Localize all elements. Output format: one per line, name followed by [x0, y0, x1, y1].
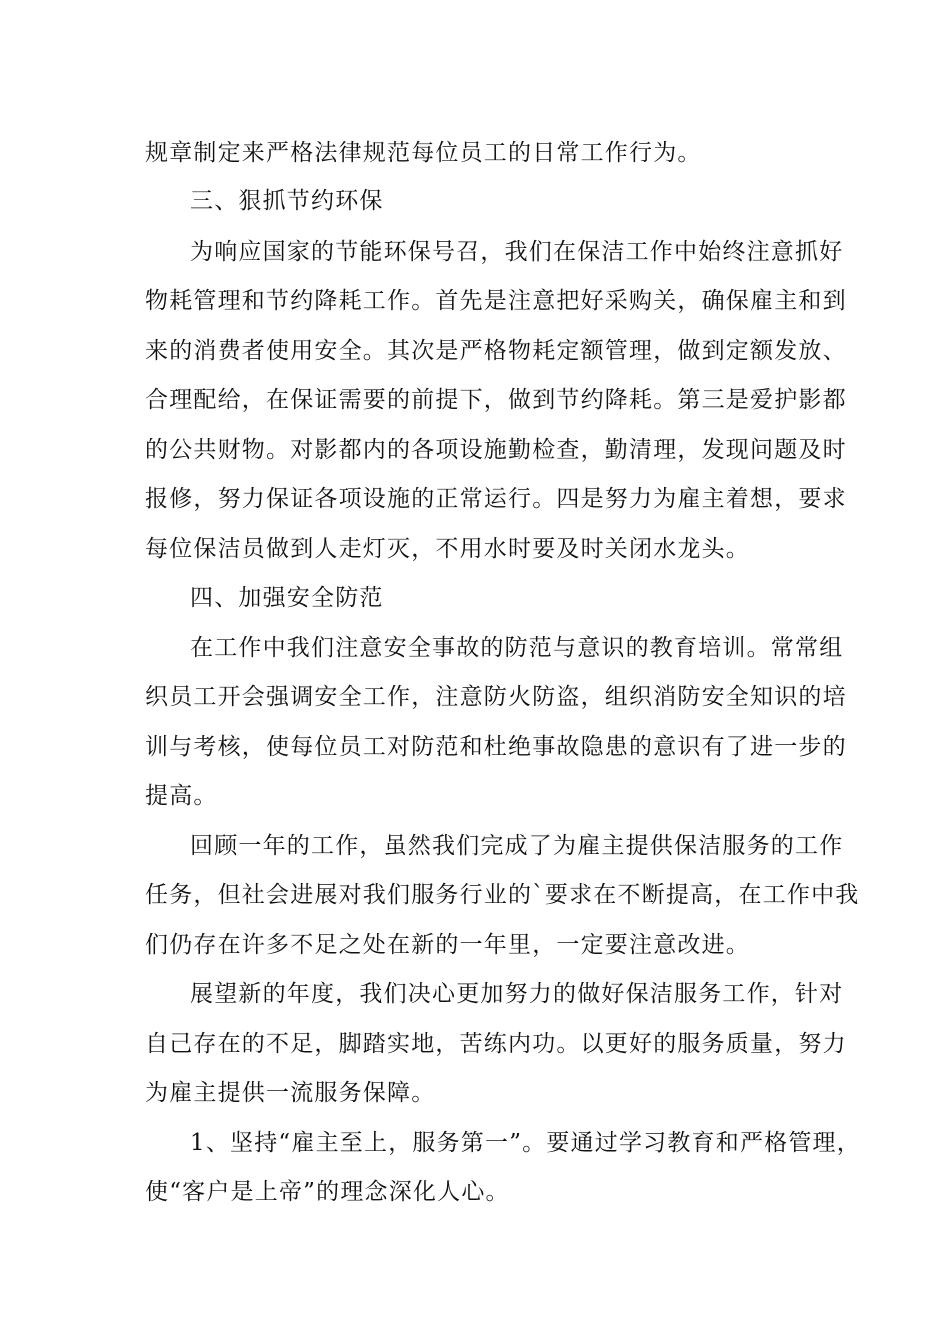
paragraph-line: 在工作中我们注意安全事故的防范与意识的教育培训。常常组 [190, 635, 844, 661]
paragraph-line: 训与考核，使每位员工对防范和杜绝事故隐患的意识有了进一步的 [145, 734, 847, 760]
paragraph-line: 任务，但社会进展对我们服务行业的`要求在不断提高，在工作中我 [145, 882, 860, 908]
paragraph-line: 每位保洁员做到人走灯灭，不用水时要及时关闭水龙头。 [145, 536, 750, 562]
paragraph-line: 为雇主提供一流服务保障。 [145, 1080, 436, 1106]
paragraph-line: 合理配给，在保证需要的前提下，做到节约降耗。第三是爱护影都 [145, 387, 847, 413]
paragraph-line: 自己存在的不足，脚踏实地，苦练内功。以更好的服务质量，努力 [145, 1031, 847, 1057]
paragraph-line: 回顾一年的工作，虽然我们完成了为雇主提供保洁服务的工作 [190, 833, 844, 859]
paragraph-line: 物耗管理和节约降耗工作。首先是注意把好采购关，确保雇主和到 [145, 288, 847, 314]
paragraph-line: 的公共财物。对影都内的各项设施勤检查，勤清理，发现问题及时 [145, 437, 847, 463]
paragraph-line: 来的消费者使用安全。其次是严格物耗定额管理，做到定额发放、 [145, 338, 847, 364]
paragraph-line: 展望新的年度，我们决心更加努力的做好保洁服务工作，针对 [190, 981, 844, 1007]
paragraph-line: 们仍存在许多不足之处在新的一年里，一定要注意改进。 [145, 932, 750, 958]
section-heading: 四、加强安全防范 [190, 585, 384, 611]
paragraph-line: 提高。 [145, 783, 218, 809]
paragraph-line: 使“客户是上帝”的理念深化人心。 [145, 1179, 510, 1205]
paragraph-line: 织员工开会强调安全工作，注意防火防盗，组织消防安全知识的培 [145, 684, 847, 710]
paragraph-line: 为响应国家的节能环保号召，我们在保洁工作中始终注意抓好 [190, 239, 844, 265]
paragraph-line: 规章制定来严格法律规范每位员工的日常工作行为。 [145, 140, 702, 166]
list-item: 1、坚持“雇主至上，服务第一”。要通过学习教育和严格管理， [190, 1130, 861, 1156]
section-heading: 三、狠抓节约环保 [190, 188, 384, 214]
paragraph-line: 报修，努力保证各项设施的正常运行。四是努力为雇主着想，要求 [145, 486, 847, 512]
